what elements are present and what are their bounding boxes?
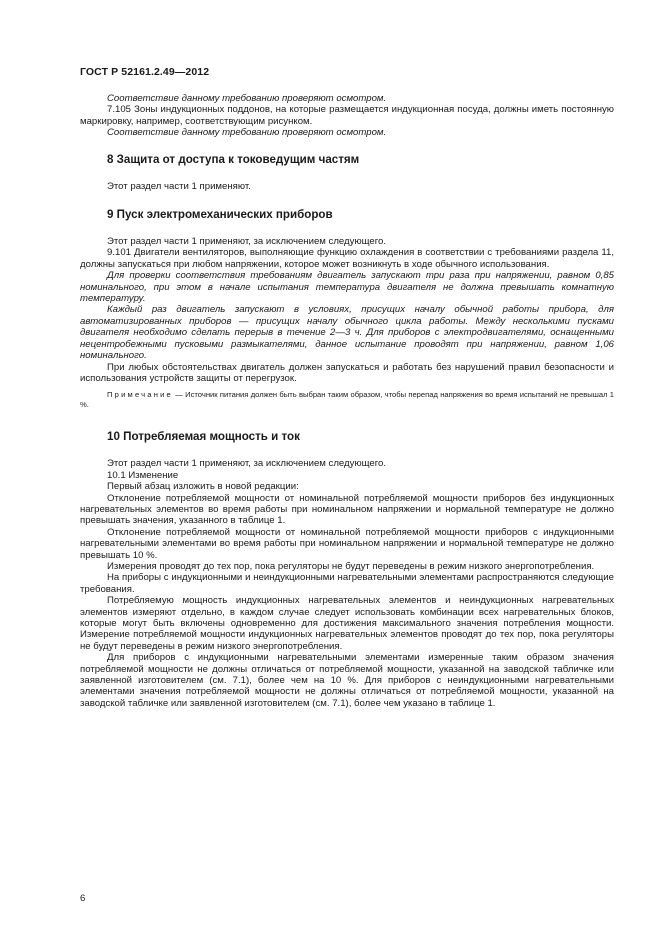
spacer xyxy=(80,167,614,181)
paragraph: Первый абзац изложить в новой редакции: xyxy=(107,481,299,493)
paragraph: 10.1 Изменение xyxy=(107,469,179,481)
paragraph: Этот раздел части 1 применяют, за исключением следующего. xyxy=(107,236,387,248)
paragraph: Соответствие данному требованию проверяют осмотром. xyxy=(107,93,387,104)
paragraph: 7.105 Зоны индукционных поддонов, на которые размещается индукционная посуда, должны иметь постоянную маркировку, например, соответствующим рисунком. xyxy=(80,104,614,127)
spacer xyxy=(80,444,614,458)
note-label: Примечание xyxy=(107,390,173,400)
paragraph: Этот раздел части 1 применяют. xyxy=(107,180,251,192)
page-number: 6 xyxy=(80,893,86,904)
paragraph: Отклонение потребляемой мощности от номинальной потребляемой мощности приборов с индукционными нагревательными элементами во время работы при номинальном напряжении и нормальной температуре не должно превышать 10 %. xyxy=(80,526,614,561)
spacer xyxy=(80,410,614,430)
paragraph: Соответствие данному требованию проверяют осмотром. xyxy=(107,127,387,139)
paragraph: Измерения проводят до тех пор, пока регуляторы не будут переведены в режим низкого энергопотребления. xyxy=(107,560,595,572)
document-body xyxy=(80,93,614,709)
spacer xyxy=(80,222,614,236)
section-heading: 10 Потребляемая мощность и ток xyxy=(107,430,300,444)
paragraph: Для приборов с индукционными нагревательными элементами измеренные таким образом значения потребляемой мощности не должны отличаться от потребляемой мощности, указанной на заводской табличке или заявленной изготовителем (см. 7.1), более чем на 10 %. Для приборов с неиндукционными нагревательными элементами значения потребляемой мощности не должны отличаться от потребляемой мощности, указанной на заводской табличке или заявленной изготовителем (см. 7.1), более чем указано в таблице 1. xyxy=(80,652,614,709)
spacer xyxy=(80,192,614,208)
document-header: ГОСТ Р 52161.2.49—2012 xyxy=(80,66,210,78)
spacer xyxy=(80,139,614,153)
paragraph: Потребляемую мощность индукционных нагревательных элементов и неиндукционных нагревательных элементов измеряют отдельно, в каждом случае следует использовать комбинации всех нагревательных блоков, которые могут быть включены одновременно для достижения максимального значения потребления мощности. Измерение потребляемой мощности индукционных нагревательных элементов проводят до тех пор, пока регуляторы не будут переведены в режим низкого энергопотребления. xyxy=(80,595,614,652)
note-text: — Источник питания должен быть выбран таким образом, чтобы перепад напряжения во время испытаний не превышал 1 %. xyxy=(80,390,614,410)
paragraph: 9.101 Двигатели вентиляторов, выполняющие функцию охлаждения в соответствии с требованиями раздела 11, должны запускаться при любом напряжении, которое может возникнуть в ходе обычного использования. xyxy=(80,247,614,270)
paragraph: На приборы с индукционными и неиндукционными нагревательными элементами распространяются следующие требования. xyxy=(80,572,614,595)
section-heading: 9 Пуск электромеханических приборов xyxy=(107,208,333,222)
paragraph: При любых обстоятельствах двигатель должен запускаться и работать без нарушений правил безопасности и использования устройств защиты от перегрузок. xyxy=(80,361,614,384)
paragraph: Отклонение потребляемой мощности от номинальной потребляемой мощности приборов без индукционных нагревательных элементов во время работы при номинальном напряжении и нормальной температуре не должно превышать значения, указанного в таблице 1. xyxy=(80,492,614,527)
paragraph: Для проверки соответствия требованиям двигатель запускают три раза при напряжении, равном 0,85 номинального, при этом в начале испытания температура двигателя не должна превышать комнатную температуру. xyxy=(80,270,614,305)
paragraph: Этот раздел части 1 применяют, за исключением следующего. xyxy=(107,458,387,470)
paragraph: Каждый раз двигатель запускают в условиях, присущих началу обычной работы прибора, для автоматизированных приборов — присущих началу обычного цикла работы. Между несколькими пусками двигателя необходимо сделать перерыв в течение 2—3 ч. Для приборов с электродвигателями, оснащенными нецентробежными пусковыми размыкателями, данное испытание проводят при напряжении, равном 1,06 номинального. xyxy=(80,304,614,362)
section-heading: 8 Защита от доступа к токоведущим частям xyxy=(107,152,360,166)
note xyxy=(80,390,614,410)
